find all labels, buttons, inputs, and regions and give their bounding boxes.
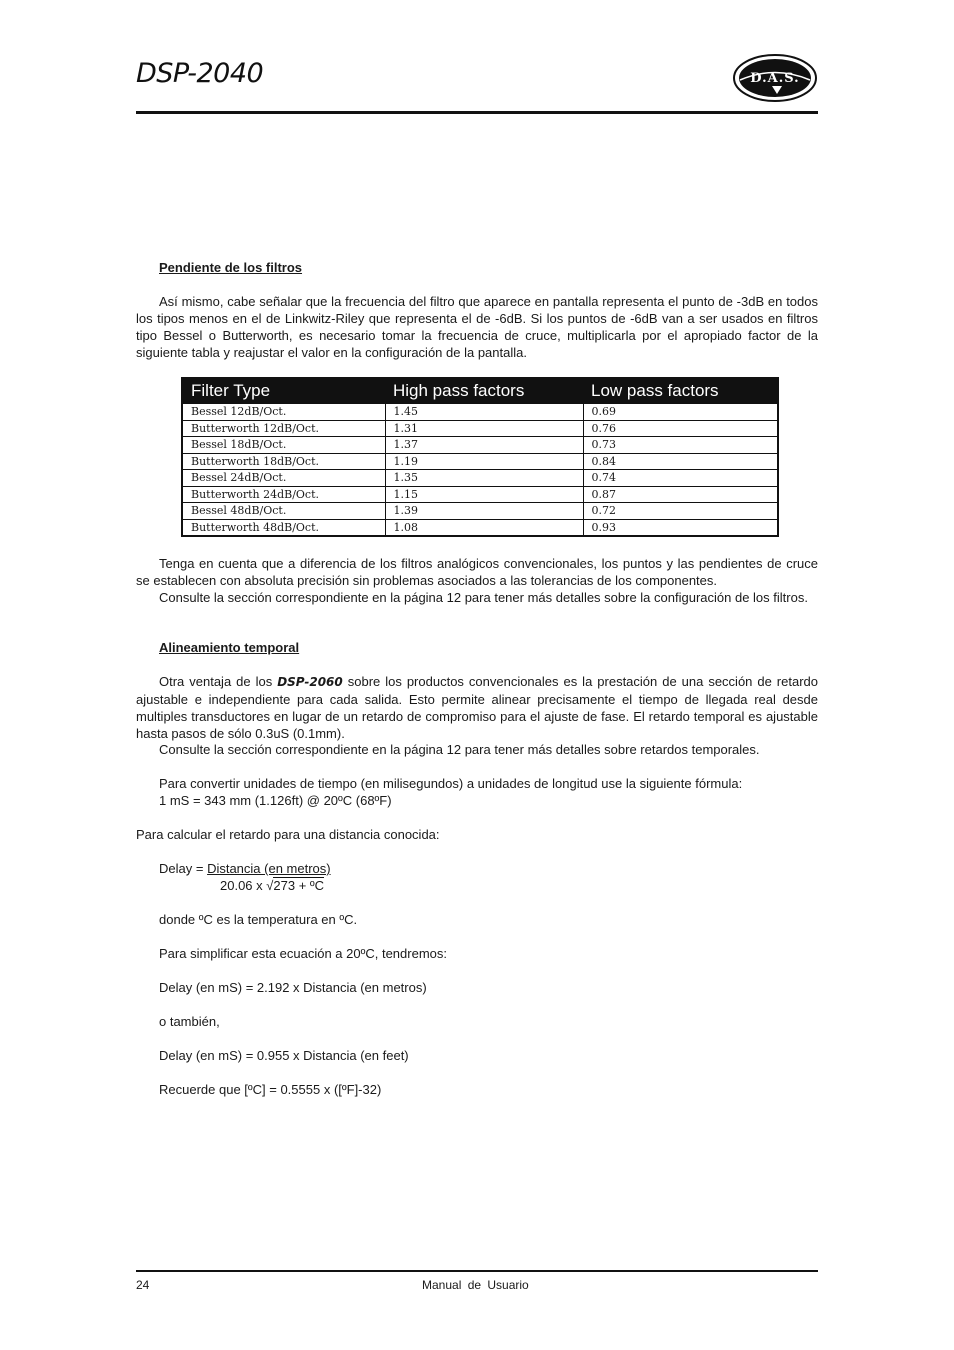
- or-also: o también,: [159, 1014, 220, 1029]
- time-alignment-paragraph-1: Otra ventaja de los DSP-2060 sobre los productos convencionales es la prestación de una sección de retardo ajustable e independiente para cada salida. Esto permite alinear precisamente el tiempo de llegada real desde multiples transductores en lugar de un retardo de compromiso para el ajuste de fase. El retardo temporal es ajustable hasta pasos de sólo 0.3uS (0.1mm).: [136, 674, 818, 741]
- table-cell: 1.15: [385, 486, 583, 503]
- page-number: 24: [136, 1278, 150, 1292]
- table-cell: 0.84: [583, 453, 778, 470]
- table-cell: 0.87: [583, 486, 778, 503]
- product-name: DSP-2060: [277, 675, 343, 689]
- table-cell: 1.31: [385, 420, 583, 437]
- table-row: [182, 519, 778, 536]
- table-row: [182, 503, 778, 520]
- time-alignment-paragraph-2: Consulte la sección correspondiente en la página 12 para tener más detalles sobre retardos temporales.: [159, 742, 760, 757]
- table-cell: 1.39: [385, 503, 583, 520]
- temperature-note: donde ºC es la temperatura en ºC.: [159, 912, 358, 927]
- header-filter-type: Filter Type: [182, 378, 385, 404]
- table-row: [182, 470, 778, 487]
- table-cell: 1.19: [385, 453, 583, 470]
- after-table-paragraph-2: Consulte la sección correspondiente en la página 12 para tener más detalles sobre la configuración de los filtros.: [159, 590, 808, 605]
- footer-manual-title: Manual de Usuario: [422, 1278, 529, 1292]
- table-cell: Bessel 24dB/Oct.: [182, 470, 385, 487]
- table-cell: 0.76: [583, 420, 778, 437]
- temperature-conversion: Recuerde que [ºC] = 0.5555 x ([ºF]-32): [159, 1082, 382, 1097]
- table-cell: 1.08: [385, 519, 583, 536]
- table-cell: Bessel 48dB/Oct.: [182, 503, 385, 520]
- table-cell: 0.72: [583, 503, 778, 520]
- table-cell: Bessel 12dB/Oct.: [182, 404, 385, 421]
- table-cell: 0.69: [583, 404, 778, 421]
- table-cell: Butterworth 12dB/Oct.: [182, 420, 385, 437]
- table-row: [182, 404, 778, 421]
- delay-formula-metric: Delay (en mS) = 2.192 x Distancia (en metros): [159, 980, 427, 995]
- delay-formula-denominator: 20.06 x √273 + ºC: [220, 878, 325, 893]
- section-heading-filter-slope: Pendiente de los filtros: [159, 260, 303, 275]
- delay-formula-numerator-line: Delay = Distancia (en metros): [159, 861, 331, 876]
- delay-intro: Para calcular el retardo para una distancia conocida:: [136, 827, 440, 842]
- table-row: [182, 437, 778, 454]
- delay-formula-imperial: Delay (en mS) = 0.955 x Distancia (en feet): [159, 1048, 409, 1063]
- header-high-pass: High pass factors: [385, 378, 583, 404]
- table-row: [182, 420, 778, 437]
- conversion-intro: Para convertir unidades de tiempo (en milisegundos) a unidades de longitud use la siguiente fórmula:: [159, 776, 743, 791]
- das-logo: [732, 53, 818, 103]
- header-low-pass: Low pass factors: [583, 378, 778, 404]
- filter-slope-paragraph: Así mismo, cabe señalar que la frecuencia del filtro que aparece en pantalla representa el punto de -3dB en todos los tipos menos en el de Linkwitz-Riley que representa el de -6dB. Si los puntos de -6dB van a ser usados en filtros tipo Bessel o Butterworth, es necesario tomar la frecuencia de cruce, multiplicarla por el apropiado factor de la siguiente tabla y reajustar el valor en la configuración de la pantalla.: [136, 294, 818, 360]
- table-header-row: [182, 378, 778, 404]
- table-cell: 1.45: [385, 404, 583, 421]
- logo-text: D.A.S.: [750, 71, 800, 86]
- table-row: [182, 486, 778, 503]
- table-cell: 0.74: [583, 470, 778, 487]
- delay-numerator: Distancia (en metros): [207, 861, 331, 876]
- after-table-paragraph-1: Tenga en cuenta que a diferencia de los filtros analógicos convencionales, los puntos y las pendientes de cruce se establecen con absoluta precisión sin problemas asociados a las tolerancias de los componentes.: [136, 556, 818, 588]
- table-cell: 1.37: [385, 437, 583, 454]
- table-cell: Bessel 18dB/Oct.: [182, 437, 385, 454]
- table-cell: Butterworth 24dB/Oct.: [182, 486, 385, 503]
- table-cell: 1.35: [385, 470, 583, 487]
- section-heading-time-alignment: Alineamiento temporal: [159, 640, 300, 655]
- table-cell: Butterworth 48dB/Oct.: [182, 519, 385, 536]
- table-cell: 0.73: [583, 437, 778, 454]
- footer-rule: [136, 1270, 818, 1272]
- table-cell: 0.93: [583, 519, 778, 536]
- header-rule: [136, 111, 818, 114]
- filter-factors-table: [181, 377, 779, 537]
- simplify-note: Para simplificar esta ecuación a 20ºC, tendremos:: [159, 946, 447, 961]
- table-row: [182, 453, 778, 470]
- table-cell: Butterworth 18dB/Oct.: [182, 453, 385, 470]
- document-title: DSP-2040: [136, 58, 264, 89]
- conversion-formula: 1 mS = 343 mm (1.126ft) @ 20ºC (68ºF): [159, 793, 392, 808]
